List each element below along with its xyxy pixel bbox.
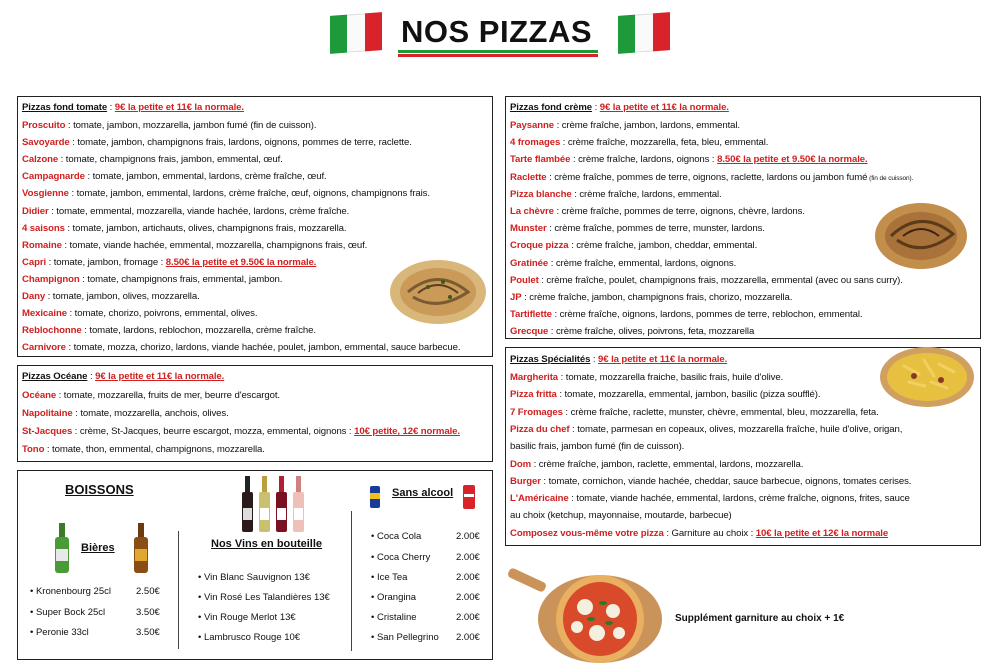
menu-item-tomate-1: Savoyarde : tomate, jambon, champignons frais, lardons, oignons, pommes de terre, raclette.	[22, 137, 412, 149]
menu-item-name: 4 saisons	[22, 222, 65, 234]
menu-item-creme-12: Grecque : crème fraîche, olives, poivrons, feta, mozzarella	[510, 326, 755, 338]
vin-item-1: • Vin Rosé Les Talandières 13€	[198, 592, 330, 603]
menu-item-desc: tomate, emmental, mozzarella, viande hachée, lardons, crème fraîche.	[56, 205, 350, 217]
menu-item-name: Napolitaine	[22, 408, 73, 419]
menu-item-desc: tomate, mozza, chorizo, lardons, viande hachée, poulet, jambon, emmental, sauce barbecue.	[73, 342, 461, 354]
sans-alcool-title: Sans alcool	[392, 487, 454, 499]
menu-item-desc: crème fraîche, pommes de terre, oignons, raclette, lardons ou jambon fumé	[554, 171, 868, 183]
menu-item-desc: crème fraîche, poulet, champignons frais, mozzarella, emmental (avec ou sans curry).	[546, 274, 903, 286]
menu-item-name: Pizza blanche	[510, 188, 572, 200]
vin-item-2: • Vin Rouge Merlot 13€	[198, 612, 296, 623]
menu-item-name: Margherita	[510, 372, 559, 383]
menu-item-name: Munster	[510, 223, 547, 235]
menu-item-desc: tomate, jambon, champignons frais, lardons, oignons, pommes de terre, raclette.	[77, 137, 412, 149]
menu-item-note: (fin de cuisson).	[867, 174, 914, 182]
menu-item-desc: basilic frais, jambon fumé (fin de cuisson).	[510, 441, 685, 453]
menu-item-desc: tomate, thon, emmental, champignons, mozzarella.	[52, 444, 265, 455]
menu-item-desc: crème fraîche, emmental, lardons, oignons.	[555, 257, 737, 269]
menu-item-creme-3: Raclette : crème fraîche, pommes de terre, oignons, raclette, lardons ou jambon fumé (fin de cuisson).	[510, 171, 914, 183]
tomate-heading-price: 9€ la petite et 11€ la normale.	[114, 101, 244, 113]
menu-item-creme-0: Paysanne : crème fraîche, jambon, lardons, emmental.	[510, 120, 740, 131]
menu-item-tomate-5: Didier : tomate, emmental, mozzarella, viande hachée, lardons, crème fraîche.	[22, 205, 350, 217]
menu-item-oceane-1: Napolitaine : tomate, mozzarella, anchois, olives.	[22, 408, 229, 419]
menu-item-creme-9: Poulet : crème fraîche, poulet, champignons frais, mozzarella, emmental (avec ou sans curry).	[510, 274, 903, 286]
page-title: NOS PIZZAS	[401, 14, 593, 49]
menu-item-name: La chèvre	[510, 206, 554, 217]
soft-price-1: 2.00€	[456, 552, 480, 563]
boissons-box	[17, 470, 493, 660]
coca-cola-can-icon	[462, 483, 476, 511]
menu-item-name: Paysanne	[510, 120, 554, 131]
menu-item-name: Pizza fritta	[510, 389, 557, 401]
menu-item-name: Didier	[22, 205, 49, 217]
specialites-heading: Pizzas Spécialités : 9€ la petite et 11€ la normale.	[510, 353, 728, 365]
soft-item-1: • Coca Cherry	[371, 552, 431, 563]
menu-item-name: Raclette	[510, 171, 547, 183]
menu-item-desc: au choix (ketchup, mayonnaise, moutarde, barbecue)	[510, 510, 732, 522]
menu-item-creme-2: Tarte flambée : crème fraîche, lardons, oignons : 8.50€ la petite et 9.50€ la normale.	[510, 154, 868, 166]
title-underline-red	[398, 54, 598, 57]
margherita-pizza-board-image	[505, 567, 665, 667]
vin-item-0: • Vin Blanc Sauvignon 13€	[198, 572, 310, 583]
biere-item-0: • Kronenbourg 25cl	[30, 586, 111, 597]
column-divider	[178, 531, 179, 649]
menu-item-tomate-13: Carnivore : tomate, mozza, chorizo, lardons, viande hachée, poulet, jambon, emmental, sauce barbecue.	[22, 342, 461, 354]
soft-price-0: 2.00€	[456, 531, 480, 542]
menu-item-specialites-3: Pizza du chef : tomate, parmesan en copeaux, olives, mozzarella fraîche, huile d'olive, origan,	[510, 423, 903, 435]
menu-item-name: Gratinée	[510, 257, 549, 269]
menu-item-desc: crème, St-Jacques, beurre escargot, mozza, emmental, oignons :	[79, 426, 352, 437]
menu-item-name: Composez vous-même votre pizza	[510, 527, 664, 539]
beer-bottle-green-icon	[52, 523, 72, 575]
soft-price-4: 2.00€	[456, 612, 480, 623]
menu-item-name: Burger	[510, 475, 541, 487]
menu-item-desc: tomate, cornichon, viande hachée, cheddar, sauce barbecue, oignons, tomates cerises.	[548, 475, 912, 487]
beer-bottle-brown-icon	[131, 523, 151, 575]
menu-item-price: 10€ petite, 12€ normale.	[354, 426, 460, 437]
menu-item-desc: crème fraîche, oignons, lardons, pommes de terre, reblochon, emmental.	[559, 309, 863, 321]
menu-item-desc: crème fraîche, mozzarella, feta, bleu, emmental.	[567, 137, 769, 149]
biere-price-2: 3.50€	[136, 627, 160, 638]
menu-item-desc: tomate, mozzarella, fruits de mer, beurre d'escargot.	[63, 390, 280, 401]
menu-item-creme-11: Tartiflette : crème fraîche, oignons, lardons, pommes de terre, reblochon, emmental.	[510, 309, 863, 321]
creme-heading-price: 9€ la petite et 11€ la normale.	[599, 101, 729, 113]
menu-item-tomate-2: Calzone : tomate, champignons frais, jambon, emmental, œuf.	[22, 154, 283, 166]
menu-item-name: Calzone	[22, 154, 59, 166]
menu-item-name: Tartiflette	[510, 309, 552, 321]
menu-item-name: Reblochonne	[22, 325, 82, 337]
menu-item-desc: tomate, viande hachée, emmental, lardons, crème fraîche, oignons, frites, sauce	[576, 493, 910, 505]
soft-item-4: • Cristaline	[371, 612, 417, 623]
menu-item-name: St-Jacques	[22, 426, 73, 437]
menu-item-desc: crème fraîche, lardons, oignons :	[578, 154, 715, 166]
menu-item-specialites-0: Margherita : tomate, mozzarella fraiche, basilic frais, huile d'olive.	[510, 372, 784, 383]
menu-item-price: 8.50€ la petite et 9.50€ la normale.	[717, 154, 868, 166]
pizza-frites-image	[879, 346, 975, 408]
menu-item-name: Proscuito	[22, 120, 66, 131]
menu-item-tomate-9: Champignon : tomate, champignons frais, emmental, jambon.	[22, 273, 283, 285]
italian-flag-right	[618, 12, 670, 54]
menu-item-tomate-11: Mexicaine : tomate, chorizo, poivrons, emmental, olives.	[22, 308, 258, 320]
menu-item-name: Croque pizza	[510, 240, 569, 252]
biere-item-1: • Super Bock 25cl	[30, 607, 106, 618]
menu-item-desc: crème fraîche, olives, poivrons, feta, mozzarella	[555, 326, 755, 338]
menu-item-name: Mexicaine	[22, 308, 67, 320]
menu-item-name: Grecque	[510, 326, 549, 338]
menu-item-name: Campagnarde	[22, 171, 85, 183]
menu-item-desc: crème fraîche, raclette, munster, chèvre, emmental, bleu, mozzarella, feta.	[570, 406, 879, 418]
menu-item-price: 8.50€ la petite et 9.50€ la normale.	[165, 256, 317, 268]
biere-price-1: 3.50€	[136, 607, 160, 618]
menu-item-desc: tomate, jambon, artichauts, olives, champignons frais, mozzarella.	[72, 222, 347, 234]
menu-item-creme-4: Pizza blanche : crème fraîche, lardons, emmental.	[510, 188, 722, 200]
menu-item-desc: Garniture au choix :	[671, 527, 754, 539]
menu-item-oceane-2: St-Jacques : crème, St-Jacques, beurre escargot, mozza, emmental, oignons : 10€ petite, 12€ normale.	[22, 426, 460, 437]
menu-item-desc: tomate, viande hachée, emmental, mozzarella, champignons frais, œuf.	[69, 239, 368, 251]
menu-item-desc: tomate, champignons frais, emmental, jambon.	[87, 273, 283, 285]
pizza-roll-image	[388, 257, 488, 327]
creme-heading-title: Pizzas fond crème	[510, 101, 593, 113]
soft-price-2: 2.00€	[456, 572, 480, 583]
menu-item-desc: crème fraîche, jambon, champignons frais, chorizo, mozzarella.	[529, 292, 793, 303]
wine-bottles-icon	[242, 476, 304, 532]
soft-item-5: • San Pellegrino	[371, 632, 439, 643]
menu-item-name: Romaine	[22, 239, 62, 251]
menu-item-desc: tomate, parmesan en copeaux, olives, mozzarella fraîche, huile d'olive, origan,	[577, 423, 903, 435]
menu-item-specialites-9: Composez vous-même votre pizza : Garniture au choix : 10€ la petite et 12€ la normale	[510, 527, 889, 539]
menu-item-specialites-6: Burger : tomate, cornichon, viande hachée, cheddar, sauce barbecue, oignons, tomates cerises.	[510, 475, 912, 487]
specialites-heading-price: 9€ la petite et 11€ la normale.	[598, 353, 728, 365]
oceane-heading-title: Pizzas Océane	[22, 371, 88, 382]
supplement-text: Supplément garniture au choix + 1€	[675, 613, 845, 624]
menu-item-name: Savoyarde	[22, 137, 70, 149]
menu-item-tomate-7: Romaine : tomate, viande hachée, emmental, mozzarella, champignons frais, œuf.	[22, 239, 368, 251]
menu-item-specialites-4	[510, 441, 684, 453]
menu-item-desc: tomate, lardons, reblochon, mozzarella, crème fraîche.	[89, 325, 316, 337]
menu-item-creme-7: Croque pizza : crème fraîche, jambon, cheddar, emmental.	[510, 240, 758, 252]
menu-item-tomate-4: Vosgienne : tomate, jambon, emmental, lardons, crème fraîche, œuf, oignons, champignons frais.	[22, 188, 430, 200]
menu-item-specialites-5: Dom : crème fraîche, jambon, raclette, emmental, lardons, mozzarella.	[510, 458, 804, 470]
pizza-roll-image-2	[873, 200, 969, 272]
oceane-pizzas-box	[17, 365, 493, 462]
menu-item-tomate-3: Campagnarde : tomate, jambon, emmental, lardons, crème fraîche, œuf.	[22, 171, 327, 183]
menu-item-name: Vosgienne	[22, 188, 69, 200]
oceane-heading-price: 9€ la petite et 11€ la normale.	[95, 371, 225, 382]
menu-item-tomate-10: Dany : tomate, jambon, olives, mozzarella.	[22, 291, 200, 302]
tomate-heading-title: Pizzas fond tomate	[22, 101, 108, 113]
menu-item-name: Poulet	[510, 274, 539, 286]
menu-item-name: 4 fromages	[510, 137, 561, 149]
menu-item-name: 7 Fromages	[510, 406, 563, 418]
soft-item-2: • Ice Tea	[371, 572, 408, 583]
menu-item-desc: crème fraîche, lardons, emmental.	[579, 188, 722, 200]
menu-item-desc: crème fraîche, pommes de terre, oignons, chèvre, lardons.	[561, 206, 805, 217]
menu-item-name: L'Américaine	[510, 493, 569, 505]
menu-item-name: Tono	[22, 444, 45, 455]
menu-item-tomate-8: Capri : tomate, jambon, fromage : 8.50€ la petite et 9.50€ la normale.	[22, 256, 317, 268]
menu-item-desc: tomate, jambon, olives, mozzarella.	[52, 291, 200, 302]
soft-item-3: • Orangina	[371, 592, 417, 603]
menu-item-specialites-1: Pizza fritta : tomate, mozzarella, emmental, jambon, basilic (pizza soufflé).	[510, 389, 821, 401]
soft-price-5: 2.00€	[456, 632, 480, 643]
menu-item-name: Capri	[22, 256, 47, 268]
column-divider-2	[351, 511, 352, 651]
vins-title: Nos Vins en bouteille	[211, 538, 323, 550]
menu-item-name: Dany	[22, 291, 46, 302]
vin-item-3: • Lambrusco Rouge 10€	[198, 632, 301, 643]
menu-item-name: Océane	[22, 390, 57, 401]
title-underline-green	[398, 50, 598, 53]
biere-price-0: 2.50€	[136, 586, 160, 597]
soft-item-0: • Coca Cola	[371, 531, 422, 542]
menu-item-desc: tomate, mozzarella, emmental, jambon, basilic (pizza soufflé).	[564, 389, 821, 401]
menu-item-oceane-0: Océane : tomate, mozzarella, fruits de mer, beurre d'escargot.	[22, 390, 280, 401]
biere-item-2: • Peronie 33cl	[30, 627, 89, 638]
menu-item-oceane-3: Tono : tomate, thon, emmental, champignons, mozzarella.	[22, 444, 265, 455]
menu-item-desc: crème fraîche, jambon, raclette, emmental, lardons, mozzarella.	[538, 458, 804, 470]
menu-item-desc: tomate, jambon, mozzarella, jambon fumé (fin de cuisson).	[73, 120, 317, 131]
menu-item-name: Champignon	[22, 273, 80, 285]
menu-item-tomate-6: 4 saisons : tomate, jambon, artichauts, olives, champignons frais, mozzarella.	[22, 222, 347, 234]
menu-item-creme-8: Gratinée : crème fraîche, emmental, lardons, oignons.	[510, 257, 737, 269]
menu-item-tomate-0: Proscuito : tomate, jambon, mozzarella, jambon fumé (fin de cuisson).	[22, 120, 317, 131]
specialites-heading-title: Pizzas Spécialités	[510, 353, 591, 365]
tomate-heading: Pizzas fond tomate : 9€ la petite et 11€ la normale.	[22, 101, 244, 113]
menu-item-name: JP	[510, 292, 522, 303]
menu-item-desc: tomate, jambon, fromage :	[53, 256, 164, 268]
menu-item-desc: crème fraîche, jambon, lardons, emmental.	[561, 120, 740, 131]
bieres-title: Bières	[81, 542, 115, 554]
menu-item-name: Pizza du chef	[510, 423, 570, 435]
italian-flag-left	[330, 12, 382, 54]
menu-item-desc: tomate, chorizo, poivrons, emmental, olives.	[74, 308, 258, 320]
soda-can-icon	[369, 484, 381, 510]
menu-item-desc: tomate, mozzarella fraiche, basilic frais, huile d'olive.	[565, 372, 784, 383]
menu-item-desc: tomate, jambon, emmental, lardons, crème fraîche, œuf, oignons, champignons frais.	[76, 188, 430, 200]
menu-item-desc: crème fraîche, jambon, cheddar, emmental.	[576, 240, 758, 252]
soft-price-3: 2.00€	[456, 592, 480, 603]
menu-item-specialites-7: L'Américaine : tomate, viande hachée, emmental, lardons, crème fraîche, oignons, frites, sauce	[510, 493, 910, 505]
menu-item-price: 10€ la petite et 12€ la normale	[755, 527, 889, 539]
menu-item-creme-5: La chèvre : crème fraîche, pommes de terre, oignons, chèvre, lardons.	[510, 206, 805, 217]
menu-item-desc: tomate, jambon, emmental, lardons, crème fraîche, œuf.	[92, 171, 327, 183]
oceane-heading: Pizzas Océane : 9€ la petite et 11€ la normale.	[22, 371, 225, 382]
menu-item-desc: tomate, champignons frais, jambon, emmental, œuf.	[65, 154, 283, 166]
menu-item-name: Dom	[510, 458, 532, 470]
menu-item-name: Tarte flambée	[510, 154, 571, 166]
menu-item-creme-1: 4 fromages : crème fraîche, mozzarella, feta, bleu, emmental.	[510, 137, 769, 149]
menu-item-specialites-2: 7 Fromages : crème fraîche, raclette, munster, chèvre, emmental, bleu, mozzarella, feta.	[510, 406, 879, 418]
boissons-title: BOISSONS	[65, 482, 134, 497]
menu-item-creme-10: JP : crème fraîche, jambon, champignons frais, chorizo, mozzarella.	[510, 292, 793, 303]
menu-item-specialites-8	[510, 510, 732, 522]
menu-item-desc: crème fraîche, pommes de terre, munster, lardons.	[554, 223, 765, 235]
menu-item-tomate-12: Reblochonne : tomate, lardons, reblochon, mozzarella, crème fraîche.	[22, 325, 316, 337]
menu-item-name: Carnivore	[22, 342, 66, 354]
menu-item-desc: tomate, mozzarella, anchois, olives.	[80, 408, 229, 419]
creme-heading: Pizzas fond crème : 9€ la petite et 11€ la normale.	[510, 101, 729, 113]
menu-item-creme-6: Munster : crème fraîche, pommes de terre, munster, lardons.	[510, 223, 765, 235]
